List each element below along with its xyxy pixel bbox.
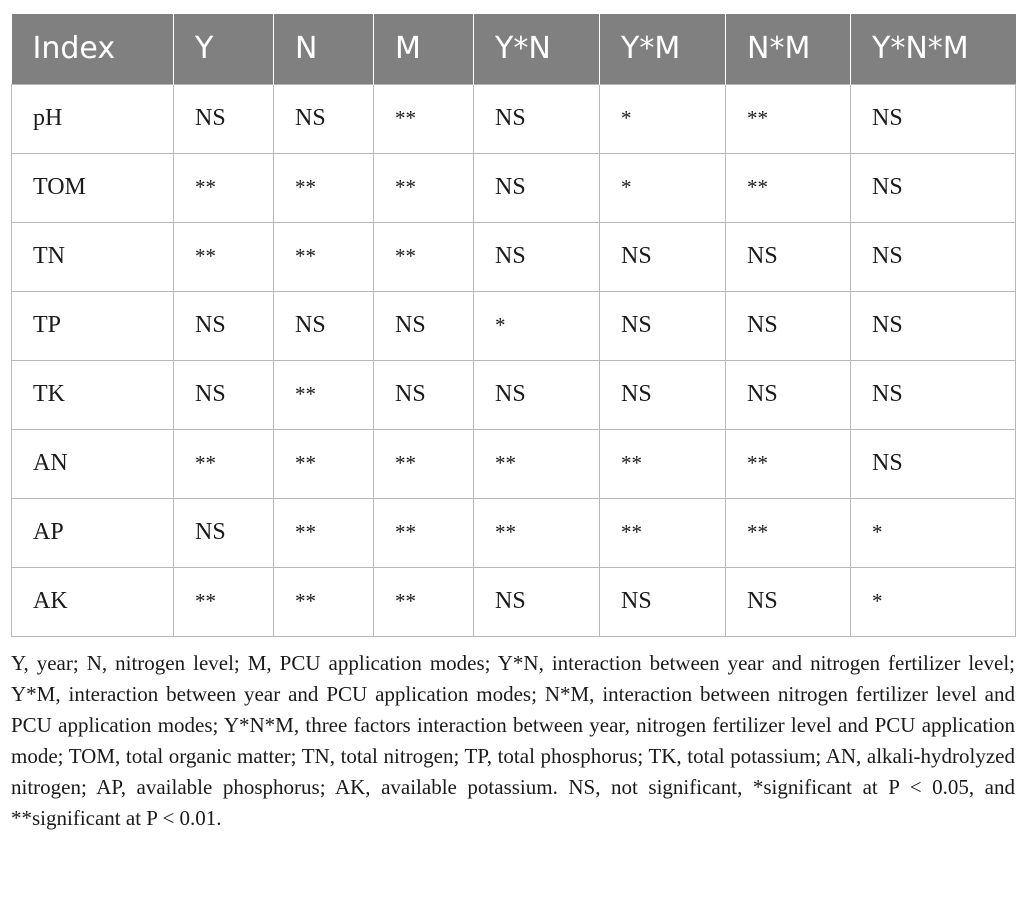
cell-y-n: ** <box>474 498 600 567</box>
header-y: Y <box>174 14 274 84</box>
cell-y: NS <box>174 291 274 360</box>
cell-y: NS <box>174 498 274 567</box>
cell-y-n-m: * <box>851 567 1016 636</box>
cell-index: TP <box>12 291 174 360</box>
cell-m: ** <box>374 222 474 291</box>
cell-y-n: NS <box>474 222 600 291</box>
cell-index: AN <box>12 429 174 498</box>
cell-n-m: ** <box>726 429 851 498</box>
cell-y-n: NS <box>474 153 600 222</box>
cell-y-n: NS <box>474 567 600 636</box>
table-row <box>12 429 1016 498</box>
cell-index: TOM <box>12 153 174 222</box>
cell-y-m: NS <box>600 222 726 291</box>
cell-n: ** <box>274 498 374 567</box>
cell-y: ** <box>174 153 274 222</box>
cell-n: ** <box>274 567 374 636</box>
cell-n-m: NS <box>726 360 851 429</box>
cell-n-m: NS <box>726 567 851 636</box>
cell-y-m: NS <box>600 360 726 429</box>
cell-y-n-m: NS <box>851 429 1016 498</box>
cell-n: ** <box>274 222 374 291</box>
cell-y-n-m: NS <box>851 222 1016 291</box>
header-m: M <box>374 14 474 84</box>
cell-n-m: ** <box>726 84 851 153</box>
cell-y-n-m: NS <box>851 291 1016 360</box>
header-n-m: N*M <box>726 14 851 84</box>
cell-y: NS <box>174 84 274 153</box>
cell-index: TN <box>12 222 174 291</box>
header-index: Index <box>12 14 174 84</box>
cell-n: NS <box>274 291 374 360</box>
cell-y-n-m: NS <box>851 84 1016 153</box>
table-row <box>12 222 1016 291</box>
cell-index: pH <box>12 84 174 153</box>
cell-index: TK <box>12 360 174 429</box>
cell-n: ** <box>274 429 374 498</box>
cell-y-m: ** <box>600 429 726 498</box>
cell-m: ** <box>374 429 474 498</box>
table-row <box>12 84 1016 153</box>
cell-m: ** <box>374 498 474 567</box>
header-y-n: Y*N <box>474 14 600 84</box>
significance-table-container <box>11 14 1015 637</box>
table-row <box>12 291 1016 360</box>
cell-y-n: * <box>474 291 600 360</box>
cell-y-n-m: * <box>851 498 1016 567</box>
cell-y: ** <box>174 429 274 498</box>
cell-y: ** <box>174 567 274 636</box>
cell-y: NS <box>174 360 274 429</box>
cell-y-n: ** <box>474 429 600 498</box>
cell-y-m: NS <box>600 567 726 636</box>
cell-y-n: NS <box>474 360 600 429</box>
significance-table <box>11 14 1016 637</box>
table-row <box>12 153 1016 222</box>
cell-m: ** <box>374 153 474 222</box>
cell-n-m: NS <box>726 222 851 291</box>
cell-y-n: NS <box>474 84 600 153</box>
cell-n: NS <box>274 84 374 153</box>
header-row <box>12 14 1016 84</box>
cell-index: AP <box>12 498 174 567</box>
table-body <box>12 84 1016 636</box>
cell-m: NS <box>374 360 474 429</box>
header-y-n-m: Y*N*M <box>851 14 1016 84</box>
header-n: N <box>274 14 374 84</box>
table-row <box>12 567 1016 636</box>
cell-m: ** <box>374 84 474 153</box>
cell-n-m: NS <box>726 291 851 360</box>
cell-y-m: * <box>600 84 726 153</box>
cell-n: ** <box>274 153 374 222</box>
cell-y-m: ** <box>600 498 726 567</box>
cell-n: ** <box>274 360 374 429</box>
cell-y-m: * <box>600 153 726 222</box>
cell-n-m: ** <box>726 153 851 222</box>
table-row <box>12 498 1016 567</box>
table-row <box>12 360 1016 429</box>
cell-m: NS <box>374 291 474 360</box>
cell-m: ** <box>374 567 474 636</box>
cell-y: ** <box>174 222 274 291</box>
cell-y-n-m: NS <box>851 360 1016 429</box>
cell-y-m: NS <box>600 291 726 360</box>
cell-y-n-m: NS <box>851 153 1016 222</box>
cell-n-m: ** <box>726 498 851 567</box>
table-footnote: Y, year; N, nitrogen level; M, PCU application modes; Y*N, interaction between year and nitrogen fertilizer level; Y*M, interaction between year and PCU application modes; N*M, interaction between nitrogen fertilizer level and PCU application modes; Y*N*M, three factors interaction between year, nitrogen fertilizer level and PCU application mode; TOM, total organic matter; TN, total nitrogen; TP, total phosphorus; TK, total potassium; AN, alkali-hydrolyzed nitrogen; AP, available phosphorus; AK, available potassium. NS, not significant, *significant at P < 0.05, and **significant at P < 0.01. <box>11 651 1015 830</box>
cell-index: AK <box>12 567 174 636</box>
header-y-m: Y*M <box>600 14 726 84</box>
